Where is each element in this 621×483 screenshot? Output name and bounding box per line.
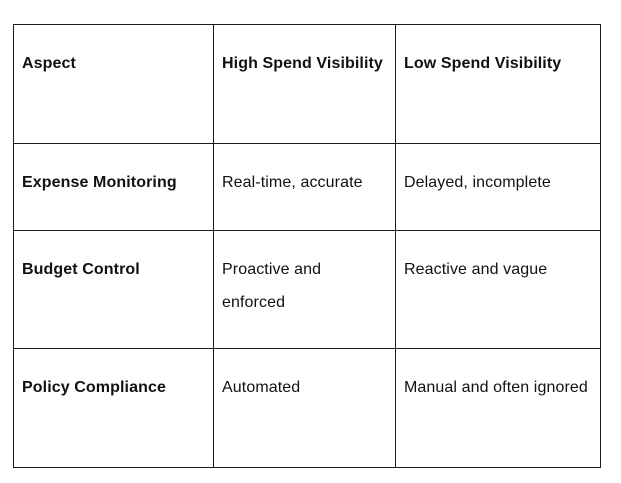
header-low-spend-visibility: Low Spend Visibility	[396, 25, 601, 144]
row-low-cell: Reactive and vague	[396, 231, 601, 349]
row-aspect-cell: Expense Monitoring	[14, 144, 214, 231]
row-high-cell: Automated	[214, 349, 396, 468]
table-header-row	[14, 25, 601, 144]
row-low-cell: Manual and often ignored	[396, 349, 601, 468]
header-aspect: Aspect	[14, 25, 214, 144]
comparison-table	[13, 24, 601, 468]
header-high-spend-visibility: High Spend Visibility	[214, 25, 396, 144]
table-row	[14, 231, 601, 349]
row-aspect-cell: Budget Control	[14, 231, 214, 349]
row-low-cell: Delayed, incomplete	[396, 144, 601, 231]
row-high-cell: Proactive and enforced	[214, 231, 396, 349]
table-row	[14, 349, 601, 468]
row-aspect-cell: Policy Compliance	[14, 349, 214, 468]
table-row	[14, 144, 601, 231]
row-high-cell: Real-time, accurate	[214, 144, 396, 231]
